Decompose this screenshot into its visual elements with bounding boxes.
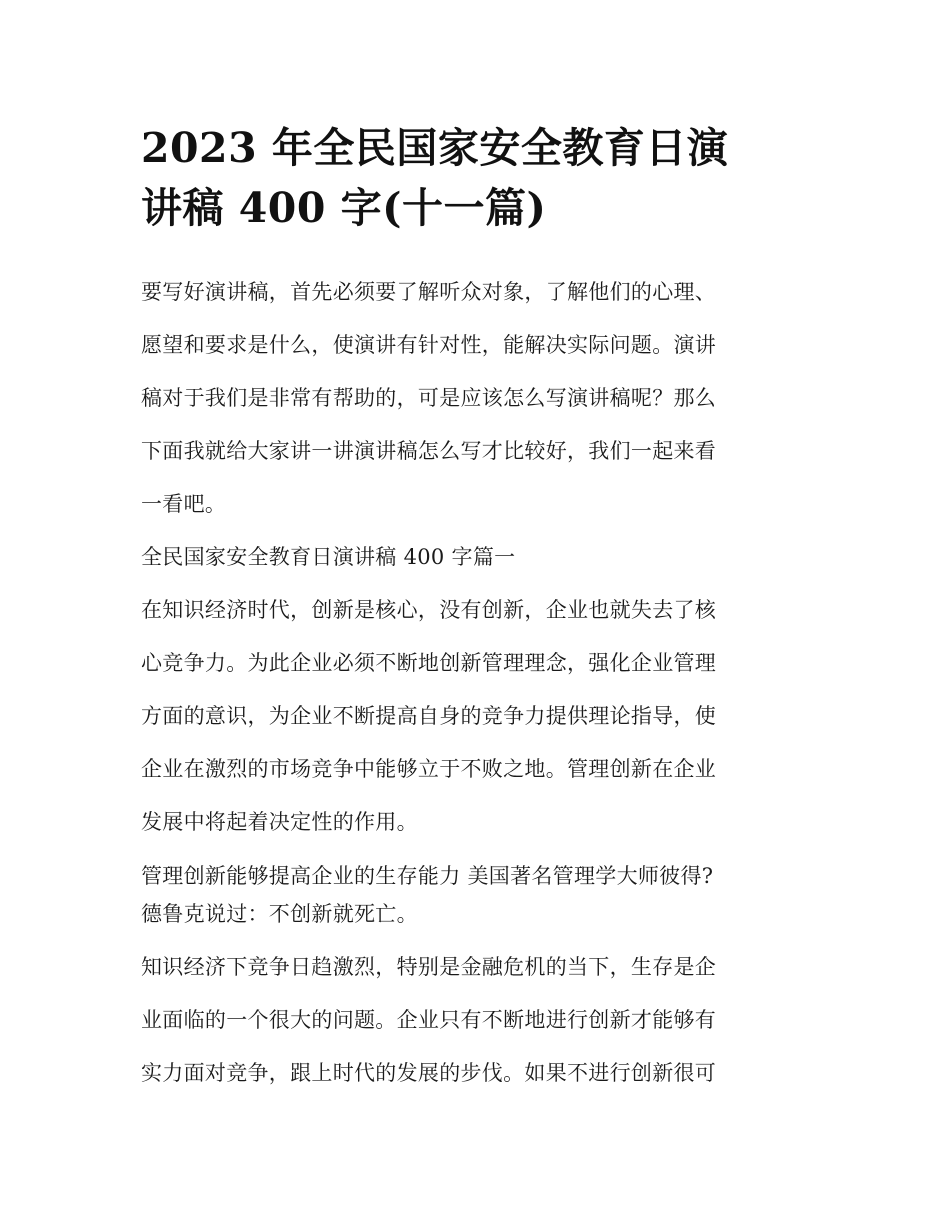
text-line: 稿对于我们是非常有帮助的，可是应该怎么写演讲稿呢？那么 (141, 386, 717, 410)
title-line: 2023 年全民国家安全教育日演 (141, 124, 729, 172)
document-content (141, 118, 811, 1100)
text-line: 德鲁克说过：不创新就死亡。 (141, 902, 418, 926)
document-title (141, 118, 811, 238)
text-line: 在知识经济时代，创新是核心，没有创新，企业也就失去了核 (141, 598, 717, 622)
title-line: 讲稿 400 字(十一篇) (141, 184, 547, 232)
text-line: 愿望和要求是什么，使演讲有针对性，能解决实际问题。演讲 (141, 333, 717, 357)
section-heading (141, 531, 811, 584)
text-line: 管理创新能够提高企业的生存能力 美国著名管理学大师彼得? (141, 864, 714, 888)
text-line: 知识经济下竞争日趋激烈，特别是金融危机的当下，生存是企 (141, 955, 717, 979)
body-paragraph (141, 941, 811, 1100)
text-line: 实力面对竞争，跟上时代的发展的步伐。如果不进行创新很可 (141, 1061, 717, 1085)
body-paragraph (141, 857, 811, 933)
document-body (141, 266, 811, 1100)
text-line: 一看吧。 (141, 492, 227, 516)
text-line: 下面我就给大家讲一讲演讲稿怎么写才比较好，我们一起来看 (141, 439, 717, 463)
text-line: 业面临的一个很大的问题。企业只有不断地进行创新才能够有 (141, 1008, 717, 1032)
text-line: 企业在激烈的市场竞争中能够立于不败之地。管理创新在企业 (141, 757, 717, 781)
body-paragraph (141, 584, 811, 849)
text-line: 方面的意识，为企业不断提高自身的竞争力提供理论指导，使 (141, 704, 717, 728)
text-line: 要写好演讲稿，首先必须要了解听众对象，了解他们的心理、 (141, 280, 717, 304)
text-line: 发展中将起着决定性的作用。 (141, 810, 418, 834)
text-line: 全民国家安全教育日演讲稿 400 字篇一 (141, 545, 516, 569)
text-line: 心竞争力。为此企业必须不断地创新管理理念，强化企业管理 (141, 651, 717, 675)
intro-paragraph (141, 266, 811, 531)
